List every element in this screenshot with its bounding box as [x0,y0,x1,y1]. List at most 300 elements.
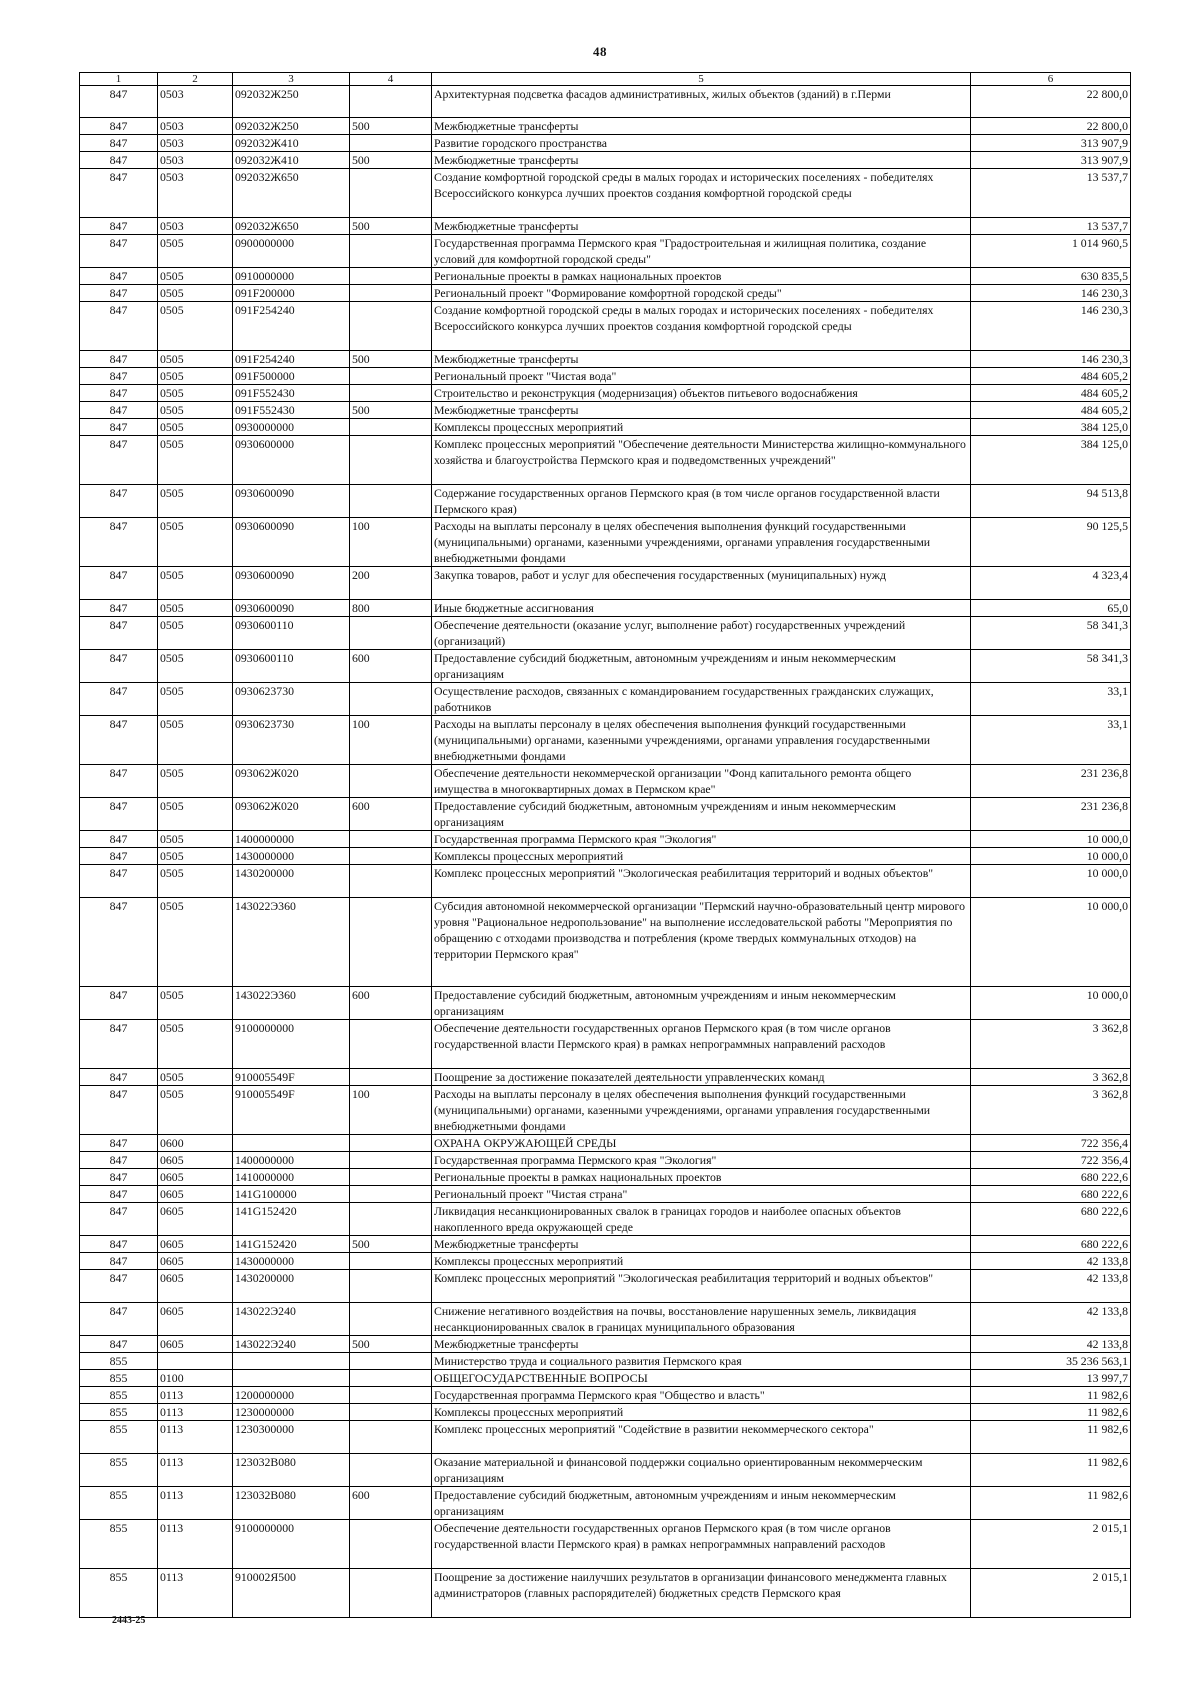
expense-type-cell [350,683,432,716]
table-row [80,831,1131,848]
amount-cell: 231 236,8 [971,765,1131,798]
table-row [80,1236,1131,1253]
table-row [80,1520,1131,1569]
target-item-cell: 091F254240 [233,302,350,351]
amount-cell: 22 800,0 [971,86,1131,118]
section-code-cell: 0505 [158,1069,233,1086]
section-code-cell: 0505 [158,798,233,831]
amount-cell: 11 982,6 [971,1487,1131,1520]
description-cell: Закупка товаров, работ и услуг для обеспечения государственных (муниципальных) нужд [432,567,971,600]
ministry-code-cell: 847 [80,368,158,385]
expense-type-cell [350,1454,432,1487]
ministry-code-cell: 847 [80,1086,158,1135]
description-cell: Региональный проект "Формирование комфортной городской среды" [432,285,971,302]
target-item-cell: 092032Ж410 [233,135,350,152]
table-row [80,617,1131,650]
target-item-cell: 141G152420 [233,1236,350,1253]
expense-type-cell: 500 [350,218,432,235]
page-number: 48 [593,44,607,59]
ministry-code-cell: 847 [80,135,158,152]
expense-type-cell [350,865,432,898]
description-cell: Создание комфортной городской среды в малых городах и исторических поселениях - победителях Всероссийского конкурса лучших проектов создания комфортной городской среды [432,302,971,351]
ministry-code-cell: 847 [80,1152,158,1169]
section-code-cell: 0605 [158,1336,233,1353]
table-row [80,567,1131,600]
section-code-cell: 0503 [158,218,233,235]
amount-cell: 33,1 [971,716,1131,765]
amount-cell: 484 605,2 [971,402,1131,419]
ministry-code-cell: 847 [80,118,158,135]
ministry-code-cell: 847 [80,987,158,1020]
amount-cell: 58 341,3 [971,617,1131,650]
description-cell: Комплекс процессных мероприятий "Экологическая реабилитация территорий и водных объектов" [432,865,971,898]
ministry-code-cell: 847 [80,798,158,831]
expense-type-cell [350,1387,432,1404]
target-item-cell: 0930600000 [233,436,350,485]
section-code-cell: 0505 [158,1020,233,1069]
description-cell: Комплексы процессных мероприятий [432,848,971,865]
amount-cell: 484 605,2 [971,385,1131,402]
ministry-code-cell: 847 [80,235,158,268]
amount-cell: 35 236 563,1 [971,1353,1131,1370]
expense-type-cell [350,485,432,518]
description-cell: Предоставление субсидий бюджетным, автономным учреждениям и иным некоммерческим организациям [432,798,971,831]
table-row [80,1186,1131,1203]
table-row [80,987,1131,1020]
table-row [80,683,1131,716]
ministry-code-cell: 847 [80,419,158,436]
table-row [80,1569,1131,1618]
amount-cell: 10 000,0 [971,987,1131,1020]
expense-type-cell [350,1152,432,1169]
target-item-cell: 123032В080 [233,1487,350,1520]
expense-type-cell [350,765,432,798]
amount-cell: 94 513,8 [971,485,1131,518]
section-code-cell: 0505 [158,402,233,419]
target-item-cell: 9100000000 [233,1020,350,1069]
amount-cell: 13 537,7 [971,218,1131,235]
section-code-cell: 0505 [158,716,233,765]
expense-type-cell [350,268,432,285]
section-code-cell: 0605 [158,1236,233,1253]
description-cell: Комплекс процессных мероприятий "Экологическая реабилитация территорий и водных объектов" [432,1270,971,1303]
amount-cell: 13 537,7 [971,169,1131,218]
table-row [80,419,1131,436]
table-row [80,1086,1131,1135]
target-item-cell: 143022Э360 [233,987,350,1020]
ministry-code-cell: 847 [80,351,158,368]
ministry-code-cell: 855 [80,1404,158,1421]
ministry-code-cell: 847 [80,898,158,987]
target-item-cell: 092032Ж250 [233,86,350,118]
table-row [80,765,1131,798]
target-item-cell: 143022Э360 [233,898,350,987]
column-number-row [80,73,1131,86]
description-cell: Комплексы процессных мероприятий [432,1404,971,1421]
ministry-code-cell: 855 [80,1520,158,1569]
description-cell: ОБЩЕГОСУДАРСТВЕННЫЕ ВОПРОСЫ [432,1370,971,1387]
table-row [80,1152,1131,1169]
amount-cell: 384 125,0 [971,419,1131,436]
table-row [80,235,1131,268]
expense-type-cell: 100 [350,518,432,567]
description-cell: Комплекс процессных мероприятий "Обеспечение деятельности Министерства жилищно-коммунального хозяйства и благоустройства Пермского края и подведомственных учреждений" [432,436,971,485]
ministry-code-cell: 847 [80,518,158,567]
ministry-code-cell: 847 [80,650,158,683]
table-row [80,1270,1131,1303]
section-code-cell: 0505 [158,268,233,285]
table-row [80,650,1131,683]
target-item-cell: 093062Ж020 [233,798,350,831]
table-body [80,86,1131,1618]
description-cell: Региональный проект "Чистая страна" [432,1186,971,1203]
expense-type-cell: 200 [350,567,432,600]
table-row [80,135,1131,152]
amount-cell: 146 230,3 [971,285,1131,302]
table-row [80,285,1131,302]
amount-cell: 722 356,4 [971,1135,1131,1152]
description-cell: Государственная программа Пермского края "Общество и власть" [432,1387,971,1404]
section-code-cell: 0113 [158,1520,233,1569]
description-cell: Обеспечение деятельности некоммерческой организации "Фонд капитального ремонта общего имущества в многоквартирных домах в Пермском крае" [432,765,971,798]
table-row [80,1069,1131,1086]
description-cell: Межбюджетные трансферты [432,351,971,368]
description-cell: Государственная программа Пермского края "Экология" [432,831,971,848]
document-code: 2443-25 [112,1615,146,1626]
target-item-cell: 092032Ж650 [233,218,350,235]
ministry-code-cell: 847 [80,436,158,485]
ministry-code-cell: 847 [80,567,158,600]
section-code-cell: 0505 [158,617,233,650]
amount-cell: 65,0 [971,600,1131,617]
section-code-cell: 0505 [158,848,233,865]
description-cell: Предоставление субсидий бюджетным, автономным учреждениям и иным некоммерческим организациям [432,987,971,1020]
table-row [80,402,1131,419]
column-header-2: 2 [158,73,233,86]
section-code-cell: 0505 [158,987,233,1020]
amount-cell: 680 222,6 [971,1236,1131,1253]
amount-cell: 680 222,6 [971,1169,1131,1186]
description-cell: Межбюджетные трансферты [432,118,971,135]
target-item-cell: 0930600110 [233,617,350,650]
amount-cell: 33,1 [971,683,1131,716]
ministry-code-cell: 847 [80,1203,158,1236]
section-code-cell: 0605 [158,1303,233,1336]
expense-type-cell [350,302,432,351]
column-header-5: 5 [432,73,971,86]
target-item-cell: 092032Ж650 [233,169,350,218]
column-header-6: 6 [971,73,1131,86]
expense-type-cell [350,169,432,218]
description-cell: Предоставление субсидий бюджетным, автономным учреждениям и иным некоммерческим организациям [432,1487,971,1520]
expense-type-cell [350,1404,432,1421]
section-code-cell: 0505 [158,436,233,485]
expense-type-cell: 500 [350,118,432,135]
description-cell: Создание комфортной городской среды в малых городах и исторических поселениях - победителях Всероссийского конкурса лучших проектов создания комфортной городской среды [432,169,971,218]
description-cell: Региональные проекты в рамках национальных проектов [432,268,971,285]
amount-cell: 22 800,0 [971,118,1131,135]
target-item-cell: 0930600090 [233,567,350,600]
table-row [80,118,1131,135]
section-code-cell: 0503 [158,86,233,118]
column-header-3: 3 [233,73,350,86]
amount-cell: 722 356,4 [971,1152,1131,1169]
target-item-cell: 1410000000 [233,1169,350,1186]
table-row [80,1487,1131,1520]
ministry-code-cell: 847 [80,86,158,118]
table-row [80,86,1131,118]
amount-cell: 10 000,0 [971,848,1131,865]
amount-cell: 384 125,0 [971,436,1131,485]
description-cell: Поощрение за достижение показателей деятельности управленческих команд [432,1069,971,1086]
expense-type-cell: 100 [350,1086,432,1135]
target-item-cell [233,1353,350,1370]
ministry-code-cell: 847 [80,1169,158,1186]
target-item-cell: 1400000000 [233,831,350,848]
expense-type-cell [350,419,432,436]
amount-cell: 680 222,6 [971,1186,1131,1203]
amount-cell: 42 133,8 [971,1253,1131,1270]
ministry-code-cell: 847 [80,617,158,650]
expense-type-cell [350,617,432,650]
expense-type-cell: 600 [350,650,432,683]
table-row [80,1353,1131,1370]
description-cell: Расходы на выплаты персоналу в целях обеспечения выполнения функций государственными (муниципальными) органами, казенными учреждениями, органами управления государственными внебюджетными фондами [432,518,971,567]
target-item-cell: 091F200000 [233,285,350,302]
table-row [80,1303,1131,1336]
target-item-cell: 092032Ж410 [233,152,350,169]
budget-allocation-table [79,72,1131,1618]
expense-type-cell [350,436,432,485]
amount-cell: 313 907,9 [971,135,1131,152]
description-cell: Региональные проекты в рамках национальных проектов [432,1169,971,1186]
table-row [80,1387,1131,1404]
section-code-cell: 0503 [158,135,233,152]
amount-cell: 313 907,9 [971,152,1131,169]
section-code-cell: 0505 [158,567,233,600]
ministry-code-cell: 855 [80,1454,158,1487]
description-cell: Ликвидация несанкционированных свалок в границах городов и наиболее опасных объектов накопленного вреда окружающей среде [432,1203,971,1236]
amount-cell: 11 982,6 [971,1387,1131,1404]
section-code-cell: 0505 [158,518,233,567]
section-code-cell: 0605 [158,1186,233,1203]
table-row [80,302,1131,351]
expense-type-cell [350,1135,432,1152]
expense-type-cell [350,86,432,118]
target-item-cell: 092032Ж250 [233,118,350,135]
table-row [80,268,1131,285]
target-item-cell: 0930600090 [233,485,350,518]
table-row [80,798,1131,831]
target-item-cell: 9100000000 [233,1520,350,1569]
target-item-cell [233,1135,350,1152]
expense-type-cell [350,1020,432,1069]
target-item-cell: 910005549F [233,1069,350,1086]
description-cell: Расходы на выплаты персоналу в целях обеспечения выполнения функций государственными (муниципальными) органами, казенными учреждениями, органами управления государственными внебюджетными фондами [432,716,971,765]
expense-type-cell [350,1370,432,1387]
target-item-cell: 0930600090 [233,518,350,567]
table-row [80,865,1131,898]
ministry-code-cell: 855 [80,1421,158,1454]
target-item-cell: 091F500000 [233,368,350,385]
description-cell: Строительство и реконструкция (модернизация) объектов питьевого водоснабжения [432,385,971,402]
section-code-cell: 0600 [158,1135,233,1152]
section-code-cell: 0505 [158,285,233,302]
amount-cell: 10 000,0 [971,865,1131,898]
section-code-cell: 0505 [158,1086,233,1135]
description-cell: Региональный проект "Чистая вода" [432,368,971,385]
expense-type-cell [350,1186,432,1203]
expense-type-cell: 500 [350,402,432,419]
table-row [80,1454,1131,1487]
amount-cell: 4 323,4 [971,567,1131,600]
description-cell: Межбюджетные трансферты [432,1236,971,1253]
amount-cell: 3 362,8 [971,1086,1131,1135]
description-cell: Комплекс процессных мероприятий "Содействие в развитии некоммерческого сектора" [432,1421,971,1454]
description-cell: Комплексы процессных мероприятий [432,419,971,436]
ministry-code-cell: 847 [80,865,158,898]
ministry-code-cell: 855 [80,1370,158,1387]
expense-type-cell [350,1569,432,1618]
ministry-code-cell: 847 [80,1186,158,1203]
ministry-code-cell: 847 [80,1253,158,1270]
ministry-code-cell: 855 [80,1353,158,1370]
description-cell: Межбюджетные трансферты [432,152,971,169]
section-code-cell: 0505 [158,765,233,798]
ministry-code-cell: 847 [80,268,158,285]
amount-cell: 630 835,5 [971,268,1131,285]
target-item-cell [233,1370,350,1387]
target-item-cell: 143022Э240 [233,1336,350,1353]
target-item-cell: 1230000000 [233,1404,350,1421]
table-row [80,1404,1131,1421]
description-cell: Обеспечение деятельности государственных органов Пермского края (в том числе органов государственной власти Пермского края) в рамках непрограммных направлений расходов [432,1520,971,1569]
target-item-cell: 910005549F [233,1086,350,1135]
table-row [80,1253,1131,1270]
description-cell: Поощрение за достижение наилучших результатов в организации финансового менеджмента главных администраторов (главных распорядителей) бюджетных средств Пермского края [432,1569,971,1618]
ministry-code-cell: 847 [80,1069,158,1086]
section-code-cell: 0113 [158,1421,233,1454]
expense-type-cell: 500 [350,1336,432,1353]
description-cell: Снижение негативного воздействия на почвы, восстановление нарушенных земель, ликвидация несанкционированных свалок в границах муниципального образования [432,1303,971,1336]
section-code-cell: 0505 [158,683,233,716]
ministry-code-cell: 847 [80,485,158,518]
expense-type-cell [350,898,432,987]
ministry-code-cell: 847 [80,169,158,218]
section-code-cell: 0113 [158,1487,233,1520]
target-item-cell: 091F552430 [233,402,350,419]
table-row [80,485,1131,518]
expense-type-cell [350,831,432,848]
target-item-cell: 0930623730 [233,716,350,765]
description-cell: Межбюджетные трансферты [432,402,971,419]
description-cell: Расходы на выплаты персоналу в целях обеспечения выполнения функций государственными (муниципальными) органами, казенными учреждениями, органами управления государственными внебюджетными фондами [432,1086,971,1135]
description-cell: Межбюджетные трансферты [432,218,971,235]
expense-type-cell [350,1069,432,1086]
expense-type-cell: 600 [350,798,432,831]
expense-type-cell [350,1303,432,1336]
amount-cell: 2 015,1 [971,1520,1131,1569]
target-item-cell: 0900000000 [233,235,350,268]
expense-type-cell [350,848,432,865]
section-code-cell: 0505 [158,351,233,368]
expense-type-cell [350,1520,432,1569]
section-code-cell: 0605 [158,1253,233,1270]
target-item-cell: 1430000000 [233,1253,350,1270]
expense-type-cell [350,368,432,385]
ministry-code-cell: 847 [80,831,158,848]
section-code-cell: 0505 [158,419,233,436]
target-item-cell: 910002Я500 [233,1569,350,1618]
section-code-cell: 0113 [158,1569,233,1618]
description-cell: Предоставление субсидий бюджетным, автономным учреждениям и иным некоммерческим организациям [432,650,971,683]
table-row [80,1169,1131,1186]
table-row [80,1336,1131,1353]
section-code-cell: 0505 [158,865,233,898]
description-cell: Субсидия автономной некоммерческой организации "Пермский научно-образовательный центр мирового уровня "Рациональное недропользование" на выполнение исследовательской работы "Мероприятия по обращению с отходами производства и потребления (кроме твердых коммунальных отходов) на территории Пермского края" [432,898,971,987]
expense-type-cell [350,1253,432,1270]
amount-cell: 58 341,3 [971,650,1131,683]
ministry-code-cell: 847 [80,1020,158,1069]
expense-type-cell [350,285,432,302]
description-cell: Содержание государственных органов Пермского края (в том числе органов государственной власти Пермского края) [432,485,971,518]
expense-type-cell: 600 [350,987,432,1020]
section-code-cell: 0100 [158,1370,233,1387]
amount-cell: 11 982,6 [971,1454,1131,1487]
target-item-cell: 0930600110 [233,650,350,683]
ministry-code-cell: 847 [80,402,158,419]
description-cell: Развитие городского пространства [432,135,971,152]
target-item-cell: 0930623730 [233,683,350,716]
section-code-cell: 0503 [158,118,233,135]
ministry-code-cell: 847 [80,385,158,402]
description-cell: Государственная программа Пермского края "Градостроительная и жилищная политика, создание условий для комфортной городской среды" [432,235,971,268]
column-header-1: 1 [80,73,158,86]
section-code-cell: 0605 [158,1203,233,1236]
description-cell: Архитектурная подсветка фасадов административных, жилых объектов (зданий) в г.Перми [432,86,971,118]
expense-type-cell: 500 [350,351,432,368]
expense-type-cell [350,1270,432,1303]
section-code-cell: 0605 [158,1152,233,1169]
description-cell: ОХРАНА ОКРУЖАЮЩЕЙ СРЕДЫ [432,1135,971,1152]
description-cell: Обеспечение деятельности (оказание услуг, выполнение работ) государственных учреждений (организаций) [432,617,971,650]
description-cell: Обеспечение деятельности государственных органов Пермского края (в том числе органов государственной власти Пермского края) в рамках непрограммных направлений расходов [432,1020,971,1069]
table-row [80,368,1131,385]
amount-cell: 13 997,7 [971,1370,1131,1387]
expense-type-cell: 600 [350,1487,432,1520]
table-row [80,518,1131,567]
table-row [80,1203,1131,1236]
description-cell: Иные бюджетные ассигнования [432,600,971,617]
description-cell: Оказание материальной и финансовой поддержки социально ориентированным некоммерческим организациям [432,1454,971,1487]
expense-type-cell [350,385,432,402]
target-item-cell: 1430000000 [233,848,350,865]
description-cell: Комплексы процессных мероприятий [432,1253,971,1270]
expense-type-cell [350,135,432,152]
amount-cell: 42 133,8 [971,1303,1131,1336]
ministry-code-cell: 847 [80,1270,158,1303]
table-row [80,898,1131,987]
expense-type-cell [350,1421,432,1454]
section-code-cell: 0505 [158,650,233,683]
ministry-code-cell: 847 [80,600,158,617]
target-item-cell: 1400000000 [233,1152,350,1169]
description-cell: Министерство труда и социального развития Пермского края [432,1353,971,1370]
amount-cell: 3 362,8 [971,1069,1131,1086]
amount-cell: 42 133,8 [971,1336,1131,1353]
section-code-cell: 0113 [158,1387,233,1404]
target-item-cell: 141G152420 [233,1203,350,1236]
